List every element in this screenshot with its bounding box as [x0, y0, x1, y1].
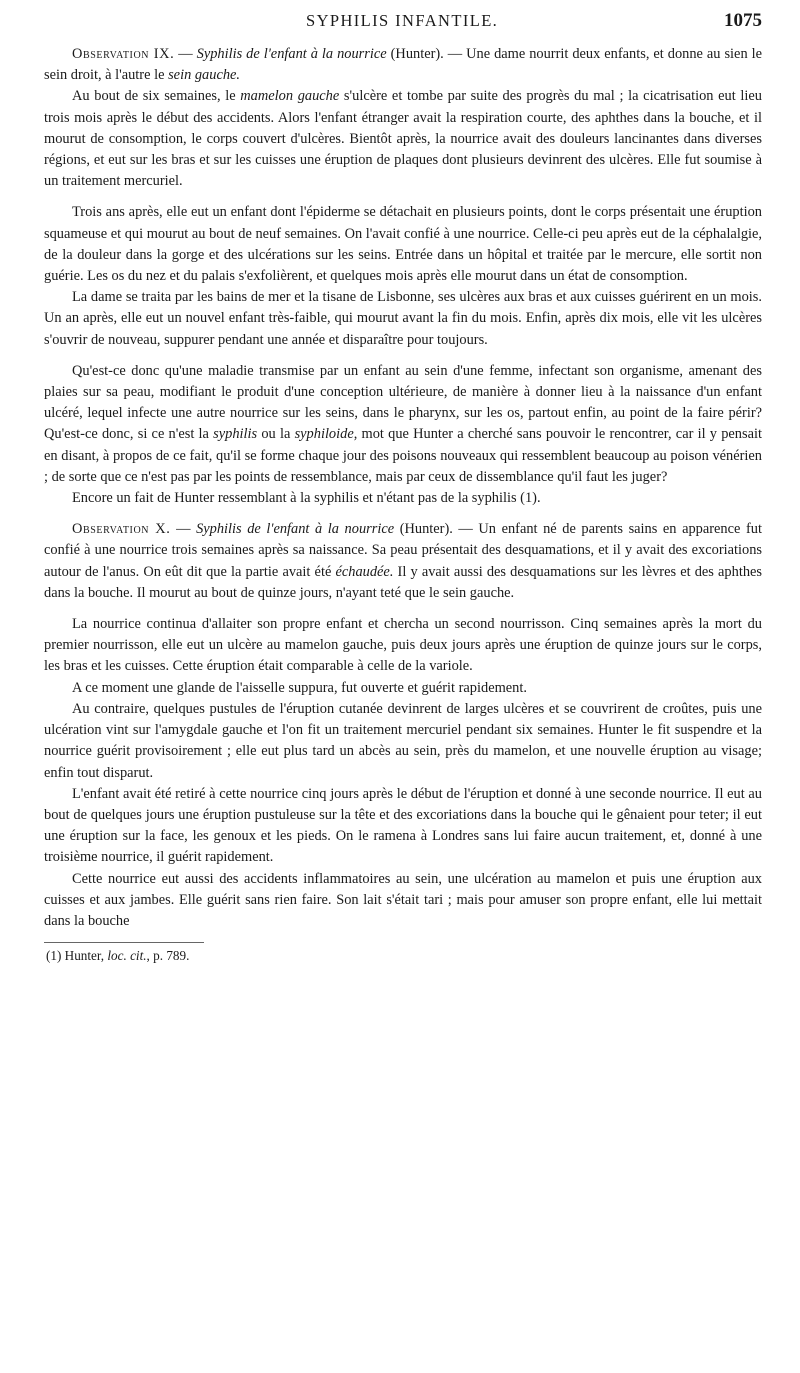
- paragraph-text: (Hunter). — Une dame nourrit deux enfants, et donne au sien le sein droit, à l'autre le: [44, 46, 762, 84]
- observation-title: Syphilis de l'enfant à la nourrice: [196, 521, 395, 538]
- footnote-divider: [44, 942, 204, 943]
- paragraph: [44, 86, 762, 192]
- paragraph: Trois ans après, elle eut un enfant dont l'épiderme se détachait en plusieurs points, dont le corps présentait une éruption squameuse et qui mourut au bout de neuf semaines. On l'avait confié à une nourrice. Celle-ci peu après eut de la céphalalgie, de la douleur dans la gorge et des ulcérations sur les seins. Entrée dans un hôpital et traitée par le mercure, elle sortit non guérie. Les os du nez et du palais s'exfolièrent, et quelques mois après elle mourut dans un état de consomption.: [44, 204, 762, 285]
- paragraph: Au contraire, quelques pustules de l'éruption cutanée devinrent de larges ulcères et se couvrirent de croûtes, puis une ulcération vint sur l'amygdale gauche et l'on fit un traitement mercuriel pendant six semaines. Hunter le fit suspendre et la nourrice guérit provisoirement ; elle eut plus tard un abcès au sein, près du mamelon, et une nouvelle éruption au visage; enfin tout disparut.: [44, 700, 762, 781]
- paragraph-text: Il y avait aussi des desquamations sur les lèvres et des aphthes dans la bouche. Il mourut au bout de quinze jours, n'ayant teté que le sein gauche.: [44, 563, 763, 601]
- paragraph-text: (Hunter). — Un enfant né de parents sains en apparence fut confié à une nourrice trois semaines après sa naissance. Sa peau présentait des desquamations, et il y avait des excoriations autour de l'anus. On eût dit que la partie avait été: [44, 521, 762, 580]
- footnote-ref: , p. 789.: [146, 948, 190, 964]
- paragraph-text: Qu'est-ce donc qu'une maladie transmise par un enfant au sein d'une femme, infectant son organisme, amenant des plaies sur sa peau, modifiant le produit d'une conception ultérieure, de manière à donner lieu à la naissance d'un enfant ulcéré, lequel infecte une autre nourrice sur les seins, dans le pharynx, sur les os, partout enfin, au point de la faire périr? Qu'est-ce donc, si ce n'est la: [44, 362, 762, 443]
- paragraph: Cette nourrice eut aussi des accidents inflammatoires au sein, une ulcération au mamelon et puis une éruption aux cuisses et aux jambes. Elle guérit sans rien faire. Son lait s'était tari ; mais pour amuser son propre enfant, elle lui mettait dans la bouche: [44, 870, 762, 929]
- running-head: [44, 10, 762, 40]
- paragraph: Encore un fait de Hunter ressemblant à la syphilis et n'étant pas de la syphilis (1).: [72, 490, 541, 507]
- paragraph-text: ou la: [257, 426, 295, 443]
- emphasis-text: sein gauche.: [168, 67, 241, 84]
- paragraph-text: , mot que Hunter a cherché sans pouvoir le rencontrer, car il y pensait en disant, à propos de ce fait, qu'il se forme chaque jour des poisons nouveaux qui ressemblent beaucoup au poison vénérien ; de sorte que ce n'est pas par les points de ressemblance, mais par ceux de dissemblance qu'il faut les juger?: [44, 426, 762, 485]
- paragraph-text: s'ulcère et tombe par suite des progrès du mal ; la cicatrisation eut lieu trois mois après le début des accidents. Alors l'enfant étranger avait la respiration courte, des aphthes dans la bouche, et il mourut de consomption, le corps couvert d'ulcères. Bientôt après, la nourrice avait des douleurs lancinantes dans diverses régions, et eut sur les bras et sur les cuisses une éruption de plaques dont plusieurs devinrent des ulcères. Elle fut soumise à un traitement mercuriel.: [44, 88, 762, 190]
- observation-title: Syphilis de l'enfant à la nourrice: [196, 46, 387, 62]
- emphasis-text: syphiloide: [294, 426, 354, 443]
- emphasis-text: mamelon gauche: [240, 88, 340, 105]
- page-body: [44, 44, 762, 965]
- observation-label: Observation IX.: [72, 46, 175, 62]
- paragraph-text: Au bout de six semaines, le: [72, 88, 241, 105]
- paragraph: La dame se traita par les bains de mer et la tisane de Lisbonne, ses ulcères aux bras et aux cuisses guérirent en un mois. Un an après, elle eut un nouvel enfant très-faible, qui mourut avant la fin du mois. Enfin, après dix mois, elle vit les ulcères s'ouvrir de nouveau, suppurer pendant une année et disparaître pour toujours.: [44, 289, 762, 348]
- discussion-paragraph: [44, 361, 762, 488]
- footnote: [46, 947, 762, 965]
- running-title: SYPHILIS INFANTILE.: [306, 11, 499, 30]
- paragraph: A ce moment une glande de l'aisselle suppura, fut ouverte et guérit rapidement.: [72, 679, 527, 696]
- emphasis-text: échaudée.: [335, 563, 394, 580]
- observation-9-intro: Observation IX. — Syphilis de l'enfant à la nourrice (Hunter). — Une dame nourrit deux enfants, et donne au sien le sein droit, à l'autre le sein gauche.: [44, 46, 762, 84]
- paragraph: La nourrice continua d'allaiter son propre enfant et chercha un second nourrisson. Cinq semaines après la mort du premier nourrisson, elle eut un ulcère au mamelon gauche, puis deux jours après une éruption de quinze jours sur le corps, les bras et les cuisses. Cette éruption était comparable à celle de la variole.: [44, 616, 762, 675]
- paragraph: L'enfant avait été retiré à cette nourrice cinq jours après le début de l'éruption et donné à une seconde nourrice. Il eut au bout de quelques jours une éruption pustuleuse sur la tête et des excoriations dans la bouche qui le gênaient pour teter; il eut une éruption sur la face, les genoux et les pieds. On le ramena à Londres sans lui faire aucun traitement, et, donné à une troisième nourrice, il guérit rapidement.: [44, 785, 762, 866]
- observation-label: Observation X.: [72, 521, 171, 538]
- footnote-loc-cit: loc. cit.: [107, 948, 147, 964]
- observation-10-intro: Observation X. — Syphilis de l'enfant à la nourrice (Hunter). — Un enfant né de parents sains en apparence fut confié à une nourrice trois semaines après sa naissance. Sa peau présentait des desquamations, et il y avait des excoriations autour de l'anus. On eût dit que la partie avait été échaudée. Il y avait aussi des desquamations sur les lèvres et des aphthes dans la bouche. Il mourut au bout de quinze jours, n'ayant teté que le sein gauche.: [44, 521, 763, 601]
- emphasis-text: syphilis: [213, 426, 258, 443]
- page-number: 1075: [724, 10, 762, 31]
- footnote-mark: (1) Hunter,: [46, 948, 108, 964]
